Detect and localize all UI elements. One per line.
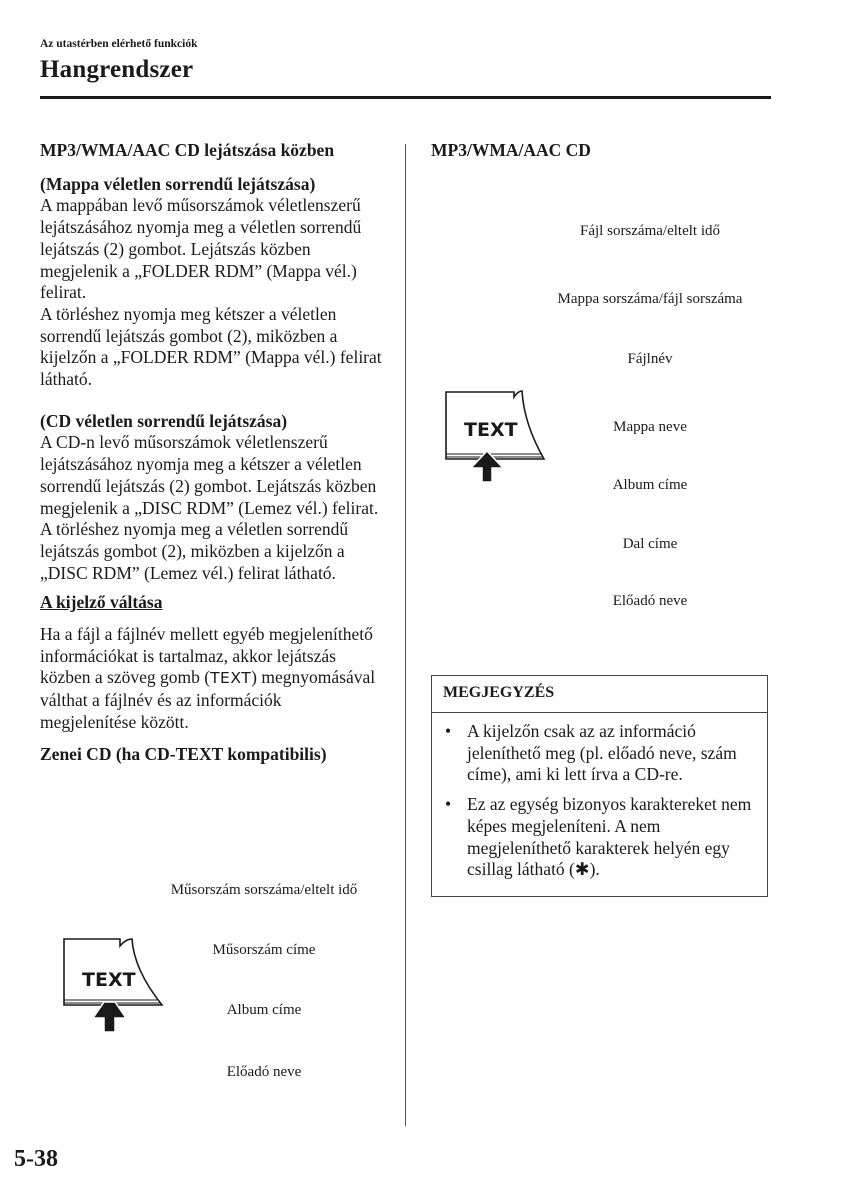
folder-random-text-1: A mappában levő műsorszámok véletlenszerű lejátszásához nyomja meg a véletlen sorrendű lejátszás (2) gombot. Lejátszás közben megjelenik a „FOLDER RDM” (Mappa vél.) felirat. xyxy=(40,195,362,303)
display-switch-text-before: Ha a fájl a fájlnév mellett egyéb megjeleníthető információkat is tartalmaz, akkor lejátszás közben a szöveg gomb ( xyxy=(40,624,373,688)
note-item xyxy=(445,721,759,786)
section-label: Az utastérben elérhető funkciók xyxy=(40,38,198,50)
display-switch-text-after: ) megnyomásával válthat a fájlnév és az információk megjelenítése között. xyxy=(40,667,376,732)
bullet-icon: • xyxy=(445,721,452,741)
note-list xyxy=(432,713,767,882)
heading-mp3-cd: MP3/WMA/AAC CD xyxy=(431,140,591,160)
music-cd-cycle-item: Műsorszám sorszáma/eltelt idő xyxy=(170,882,358,898)
folder-random-text-2: A törléshez nyomja meg kétszer a véletlen sorrendű lejátszás gombot (2), miközben a kijelzőn a „FOLDER RDM” (Mappa vél.) felirat látható. xyxy=(40,303,382,390)
mp3-cycle-item: Előadó neve xyxy=(612,593,688,609)
heading-music-cd: Zenei CD (ha CD-TEXT kompatibilis) xyxy=(40,743,327,764)
mp3-cycle-item: Album címe xyxy=(612,477,688,493)
bullet-icon: • xyxy=(445,794,452,815)
heading-cd-random: (CD véletlen sorrendű lejátszása) xyxy=(40,410,288,431)
display-switch-text xyxy=(40,624,382,734)
arrow-up-icon xyxy=(93,1002,126,1032)
title-rule xyxy=(40,96,771,99)
text-button-label: TEXT xyxy=(82,969,136,991)
text-button-illustration-right xyxy=(444,388,546,484)
text-button-illustration-left xyxy=(62,938,164,1034)
page-number: 5-38 xyxy=(14,1146,58,1172)
asterisk-icon: ✱ xyxy=(574,860,590,881)
note-box xyxy=(431,675,768,897)
mp3-cycle-item: Fájl sorszáma/eltelt idő xyxy=(580,223,720,239)
music-cd-cycle-item: Műsorszám címe xyxy=(212,942,316,958)
heading-folder-random: (Mappa véletlen sorrendű lejátszása) xyxy=(40,173,316,194)
mp3-cycle-item: Dal címe xyxy=(622,536,678,552)
mp3-cycle-item: Mappa sorszáma/fájl sorszáma xyxy=(557,291,743,307)
text-button-label: TEXT xyxy=(464,419,518,441)
note-item-text: A kijelzőn csak az az információ jeleníthető meg (pl. előadó neve, szám címe), ami ki lett írva a CD-re. xyxy=(467,721,737,785)
note-item-text: Ez az egység bizonyos karaktereket nem képes megjeleníteni. A nem megjeleníthető karakterek helyén egy csillag látható ( xyxy=(467,794,752,880)
cd-random-text-1: A CD-n levő műsorszámok véletlenszerű lejátszásához nyomja meg a kétszer a véletlen sorrendű lejátszás (2) gombot. Lejátszás közben megjelenik a „DISC RDM” (Lemez vél.) felirat. xyxy=(40,432,379,518)
column-divider xyxy=(405,144,406,1126)
mp3-cycle-item: Fájlnév xyxy=(627,351,673,367)
heading-display-switch: A kijelző váltása xyxy=(40,592,163,613)
note-item-text-end: ). xyxy=(589,859,600,880)
note-item xyxy=(445,794,759,882)
music-cd-cycle-item: Album címe xyxy=(226,1002,302,1018)
music-cd-cycle-item: Előadó neve xyxy=(226,1064,302,1080)
heading-mp3-playback: MP3/WMA/AAC CD lejátszása közben xyxy=(40,140,335,160)
cd-random-text-2: A törléshez nyomja meg a véletlen sorrendű lejátszás gombot (2), miközben a kijelzőn a „DISC RDM” (Lemez vél.) felirat látható. xyxy=(40,519,349,583)
note-title: MEGJEGYZÉS xyxy=(432,676,767,713)
mp3-cycle-item: Mappa neve xyxy=(613,419,687,435)
left-column xyxy=(40,140,382,765)
page-title: Hangrendszer xyxy=(40,56,194,83)
text-button-inline-glyph: TEXT xyxy=(210,669,252,688)
